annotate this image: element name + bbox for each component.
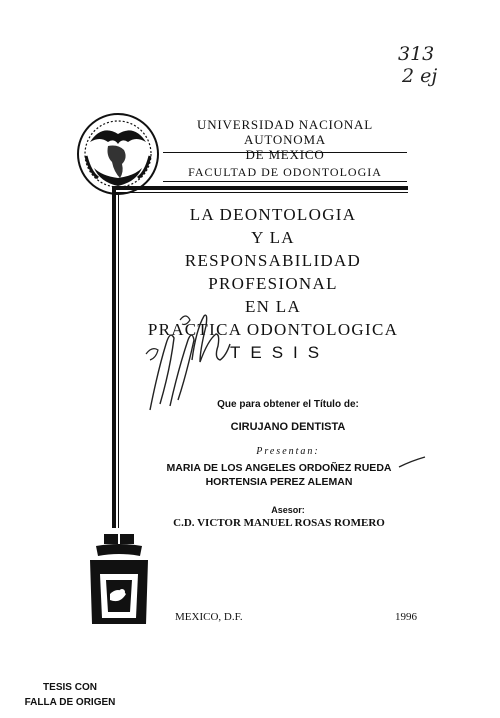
horizontal-double-rule (112, 186, 408, 190)
degree-purpose: Que para obtener el Título de: (217, 399, 359, 410)
vertical-thick-rule (112, 186, 116, 528)
place: MEXICO, D.F. (175, 611, 243, 623)
handwritten-copies-note: 2 ej (402, 65, 438, 87)
author-name: MARIA DE LOS ANGELES ORDOÑEZ RUEDA (166, 462, 392, 474)
title-line: Y LA (251, 228, 295, 247)
header-rule-bottom (163, 181, 407, 182)
header-rule-top (163, 152, 407, 153)
title-line: LA DEONTOLOGIA (189, 205, 357, 224)
handwritten-check-mark (397, 455, 427, 469)
university-name: UNIVERSIDAD NACIONAL AUTONOMA (197, 117, 373, 147)
degree-title: CIRUJANO DENTISTA (230, 421, 346, 433)
advisor-name: C.D. VICTOR MANUEL ROSAS ROMERO (173, 517, 385, 529)
university-country: DE MEXICO (245, 147, 325, 162)
unam-seal-logo (76, 112, 160, 196)
handwritten-catalog-number: 313 (398, 43, 435, 65)
authors-label: Presentan: (256, 446, 320, 457)
faculty-name: FACULTAD DE ODONTOLOGIA (188, 165, 382, 179)
title-line: EN LA (244, 297, 302, 316)
vertical-thin-rule (118, 193, 119, 528)
stamp-line: FALLA DE ORIGEN (24, 697, 116, 708)
horizontal-thin-rule (112, 192, 408, 193)
advisor-label: Asesor: (271, 505, 305, 515)
author-name: HORTENSIA PEREZ ALEMAN (205, 476, 353, 488)
title-line: PRACTICA ODONTOLOGICA (147, 320, 399, 339)
year: 1996 (395, 611, 417, 623)
title-line: RESPONSABILIDAD PROFESIONAL (184, 251, 362, 293)
document-type: TESIS (230, 343, 330, 362)
faculty-odontology-logo (86, 534, 152, 626)
stamp-line: TESIS CON (43, 682, 97, 693)
